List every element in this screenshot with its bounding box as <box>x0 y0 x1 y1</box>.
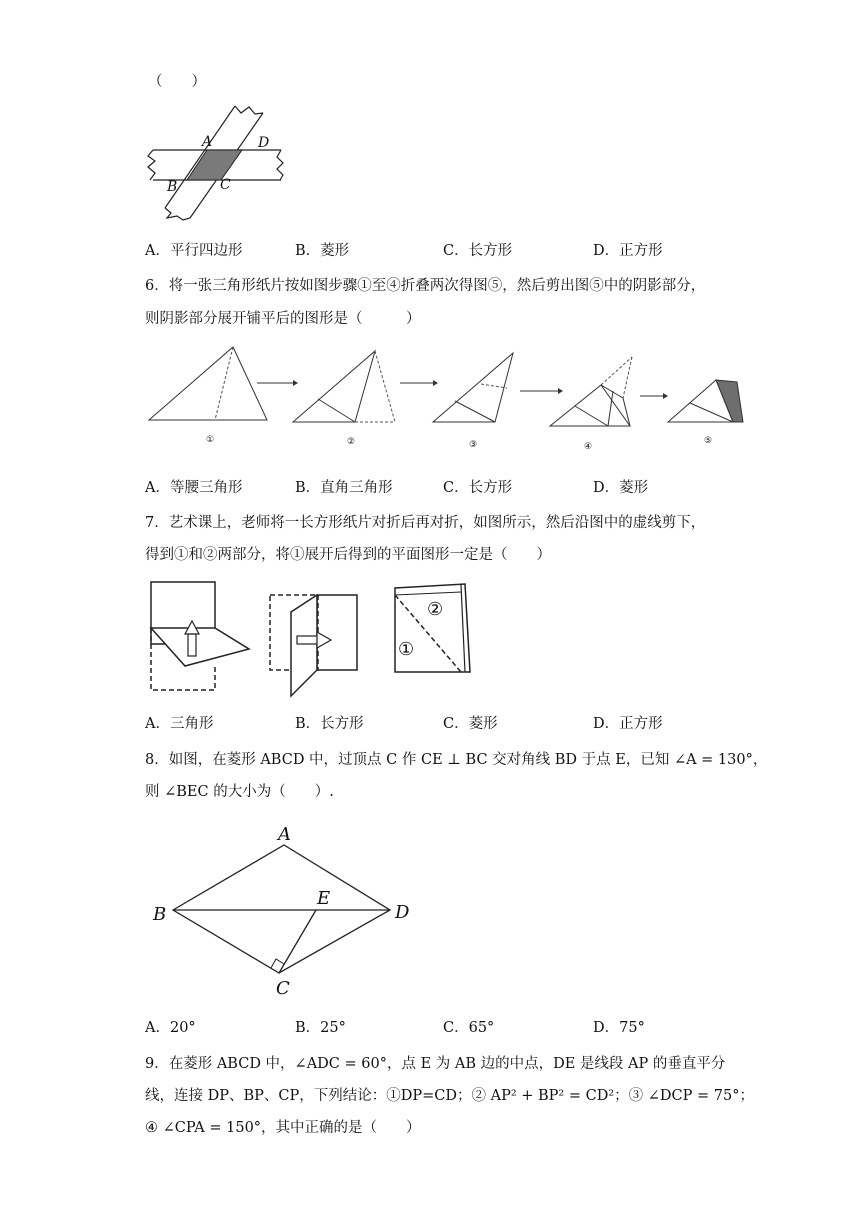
q7-stem-line1: 7．艺术课上，老师将一长方形纸片对折后再对折，如图所示，然后沿图中的虚线剪下， <box>145 515 706 531</box>
q7-stem-line2: 得到①和②两部分，将①展开后得到的平面图形一定是（ ） <box>145 547 551 563</box>
q7-option-c[interactable]: C．菱形 <box>443 716 498 732</box>
q9-stem-line3: ④ ∠CPA = 150°，其中正确的是（ ） <box>145 1120 421 1136</box>
q7-label-part2: ② <box>427 599 444 620</box>
q8-label-b: B <box>153 904 167 925</box>
q8-stem-line1: 8．如图，在菱形 ABCD 中，过顶点 C 作 CE ⊥ BC 交对角线 BD 于点 E，已知 ∠A = 130°， <box>145 752 768 768</box>
q6-stem-line2: 则阴影部分展开铺平后的图形是（ ） <box>145 311 421 327</box>
q5-label-d: D <box>258 135 270 151</box>
q6-option-c[interactable]: C．长方形 <box>443 480 513 496</box>
q6-option-b[interactable]: B．直角三角形 <box>295 480 393 496</box>
q8-label-a: A <box>278 824 291 845</box>
q8-label-d: D <box>395 902 410 923</box>
q5-option-b[interactable]: B．菱形 <box>295 243 350 259</box>
q5-figure-crossed-strips <box>145 105 295 225</box>
q6-step-label-3: ③ <box>469 440 478 450</box>
q5-option-a[interactable]: A．平行四边形 <box>145 243 243 259</box>
q6-step-label-1: ① <box>206 435 215 445</box>
q5-option-c[interactable]: C．长方形 <box>443 243 513 259</box>
q5-label-a: A <box>202 134 213 150</box>
q6-option-a[interactable]: A．等腰三角形 <box>145 480 243 496</box>
q6-step-label-2: ② <box>347 437 356 447</box>
q6-stem-line1: 6．将一张三角形纸片按如图步骤①至④折叠两次得图⑤，然后剪出图⑤中的阴影部分， <box>145 278 706 294</box>
q8-option-c[interactable]: C．65° <box>443 1020 495 1036</box>
q9-stem-line1: 9．在菱形 ABCD 中，∠ADC = 60°，点 E 为 AB 边的中点，DE 是线段 AP 的垂直平分 <box>145 1056 726 1072</box>
q5-answer-bracket: （ ） <box>148 74 206 90</box>
q6-step-label-5: ⑤ <box>704 436 713 446</box>
q8-label-c: C <box>276 978 290 999</box>
q6-step-label-4: ④ <box>584 442 593 452</box>
q7-label-part1: ① <box>398 639 415 660</box>
q8-label-e: E <box>317 888 331 909</box>
q5-label-b: B <box>167 179 178 195</box>
q6-option-d[interactable]: D．菱形 <box>593 480 649 496</box>
q7-option-a[interactable]: A．三角形 <box>145 716 214 732</box>
q8-stem-line2: 则 ∠BEC 的大小为（ ）. <box>145 784 334 800</box>
q9-stem-line2: 线，连接 DP、BP、CP，下列结论：①DP=CD；② AP² + BP² = CD²；③ ∠DCP = 75°； <box>145 1088 754 1104</box>
q8-option-d[interactable]: D．75° <box>593 1020 645 1036</box>
q8-option-b[interactable]: B．25° <box>295 1020 346 1036</box>
q8-option-a[interactable]: A．20° <box>145 1020 196 1036</box>
q7-option-d[interactable]: D．正方形 <box>593 716 663 732</box>
q7-option-b[interactable]: B．长方形 <box>295 716 364 732</box>
q8-rhombus-figure <box>145 822 435 1002</box>
q5-label-c: C <box>220 177 231 193</box>
q6-folding-steps-figure <box>145 343 765 453</box>
q7-folding-figure <box>145 578 485 698</box>
q5-option-d[interactable]: D．正方形 <box>593 243 663 259</box>
